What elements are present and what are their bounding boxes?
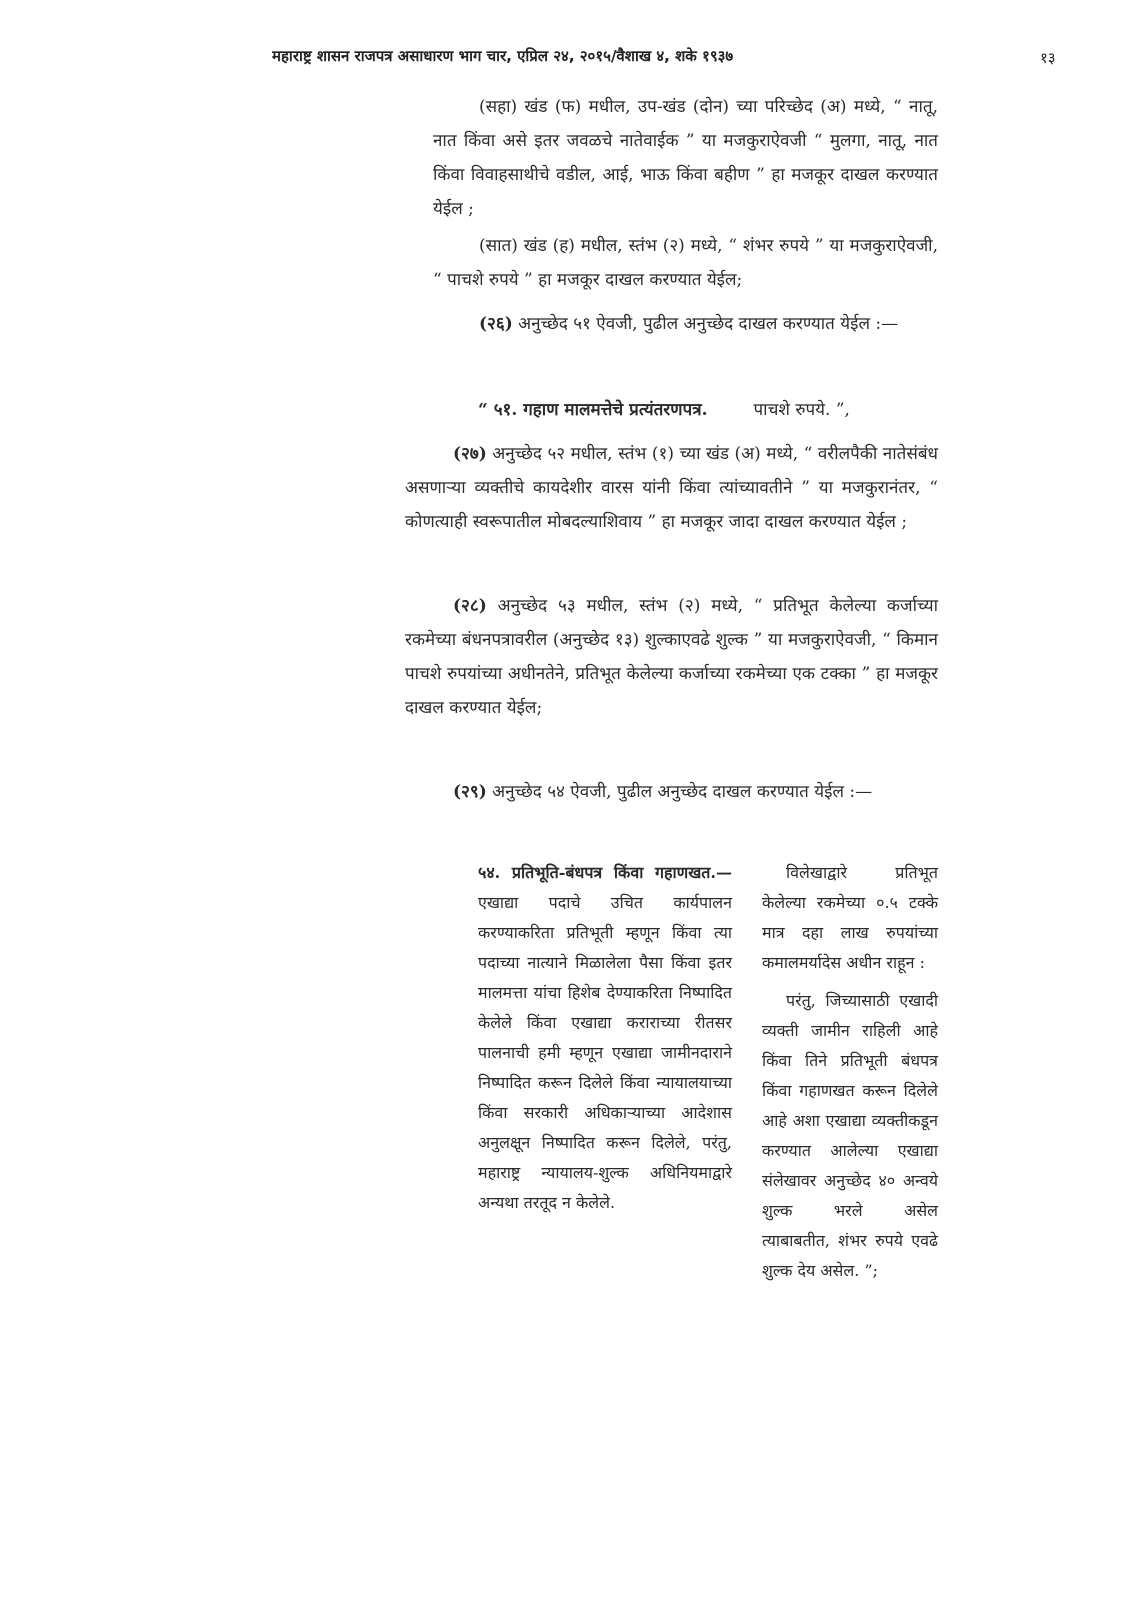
item-28-number: (२८) xyxy=(453,596,487,616)
article-51-fee: पाचशे रुपये. ”, xyxy=(753,400,850,420)
clause-seven-paragraph: (सात) खंड (ह) मधील, स्तंभ (२) मध्ये, “ शंभर रुपये ” या मजकुराऐवजी, “ पाचशे रुपये ” हा मजकूर दाखल करण्यात येईल; xyxy=(433,236,938,290)
article-51-title: “ ५१. गहाण मालमत्तेचे प्रत्यंतरणपत्र. xyxy=(478,400,708,420)
item-26-text: अनुच्छेद ५१ ऐवजी, पुढील अनुच्छेद दाखल करण्यात येईल :— xyxy=(512,314,899,334)
item-29-paragraph xyxy=(405,775,938,809)
item-27-paragraph xyxy=(405,437,938,539)
page-number: १३ xyxy=(1040,49,1056,67)
article-54-body: एखाद्या पदाचे उचित कार्यपालन करण्याकरिता प्रतिभूती म्हणून किंवा त्या पदाच्या नात्याने मिळालेला पैसा किंवा इतर मालमत्ता यांचा हिशेब देण्याकरिता निष्पादित केलेले किंवा एखाद्या कराराच्या रीतसर पालनाची हमी म्हणून एखाद्या जामीनदाराने निष्पादित करून दिलेले किंवा न्यायालयाच्या किंवा सरकारी अधिकाऱ्याच्या आदेशास अनुलक्षून निष्पादित करून दिलेले, परंतु, महाराष्ट्र न्यायालय-शुल्क अधिनियमाद्वारे अन्यथा तरतूद न केलेले. xyxy=(478,893,732,1212)
article-51-line xyxy=(478,397,850,420)
item-27-number: (२७) xyxy=(453,444,487,464)
article-54-duty: विलेखाद्वारे प्रतिभूत केलेल्या रकमेच्या ०.५ टक्के मात्र दहा लाख रुपयांच्या कमालमर्यादेस अधीन राहून : xyxy=(762,863,938,972)
clause-six-paragraph: (सहा) खंड (फ) मधील, उप-खंड (दोन) च्या परिच्छेद (अ) मध्ये, “ नातू, नात किंवा असे इतर जवळचे नातेवाईक ” या मजकुराऐवजी “ मुलगा, नातू, नात किंवा विवाहसाथीचे वडील, आई, भाऊ किंवा बहीण ” हा मजकूर दाखल करण्यात येईल ; xyxy=(433,97,938,219)
article-54-proviso: परंतु, जिच्यासाठी एखादी व्यक्ती जामीन राहिली आहे किंवा तिने प्रतिभूती बंधपत्र किंवा गहाणखत करून दिलेले आहे अशा एखाद्या व्यक्तीकडून करण्यात आलेल्या एखाद्या संलेखावर अनुच्छेद ४० अन्वये शुल्क भरले असेल त्याबाबतीत, शंभर रुपये एवढे शुल्क देय असेल. ”; xyxy=(762,991,938,1280)
running-header: महाराष्ट्र शासन राजपत्र असाधारण भाग चार, एप्रिल २४, २०१५/वैशाख ४, शके १९३७ xyxy=(272,47,734,65)
item-26-number: (२६) xyxy=(479,314,513,334)
item-27-text: अनुच्छेद ५२ मधील, स्तंभ (१) च्या खंड (अ) मध्ये, “ वरीलपैकी नातेसंबंध असणाऱ्या व्यक्तीचे कायदेशीर वारस यांनी किंवा त्यांच्यावतीने ” या मजकुरानंतर, “ कोणत्याही स्वरूपातील मोबदल्याशिवाय ” हा मजकूर जादा दाखल करण्यात येईल ; xyxy=(405,444,938,532)
item-26-paragraph xyxy=(433,307,938,341)
item-28-text: अनुच्छेद ५३ मधील, स्तंभ (२) मध्ये, “ प्रतिभूत केलेल्या कर्जाच्या रकमेच्या बंधनपत्रावरील (अनुच्छेद १३) शुल्काएवढे शुल्क ” या मजकुराऐवजी, “ किमान पाचशे रुपयांच्या अधीनतेने, प्रतिभूत केलेल्या कर्जाच्या रकमेच्या एक टक्का ” हा मजकूर दाखल करण्यात येईल; xyxy=(405,596,938,718)
article-54-duty-column xyxy=(762,858,938,1294)
item-28-paragraph xyxy=(405,589,938,725)
article-54-description xyxy=(478,858,732,1218)
item-29-text: अनुच्छेद ५४ ऐवजी, पुढील अनुच्छेद दाखल करण्यात येईल :— xyxy=(486,782,873,802)
article-54-title: ५४. प्रतिभूति-बंधपत्र किंवा गहाणखत.— xyxy=(478,863,732,882)
item-29-number: (२९) xyxy=(453,782,487,802)
